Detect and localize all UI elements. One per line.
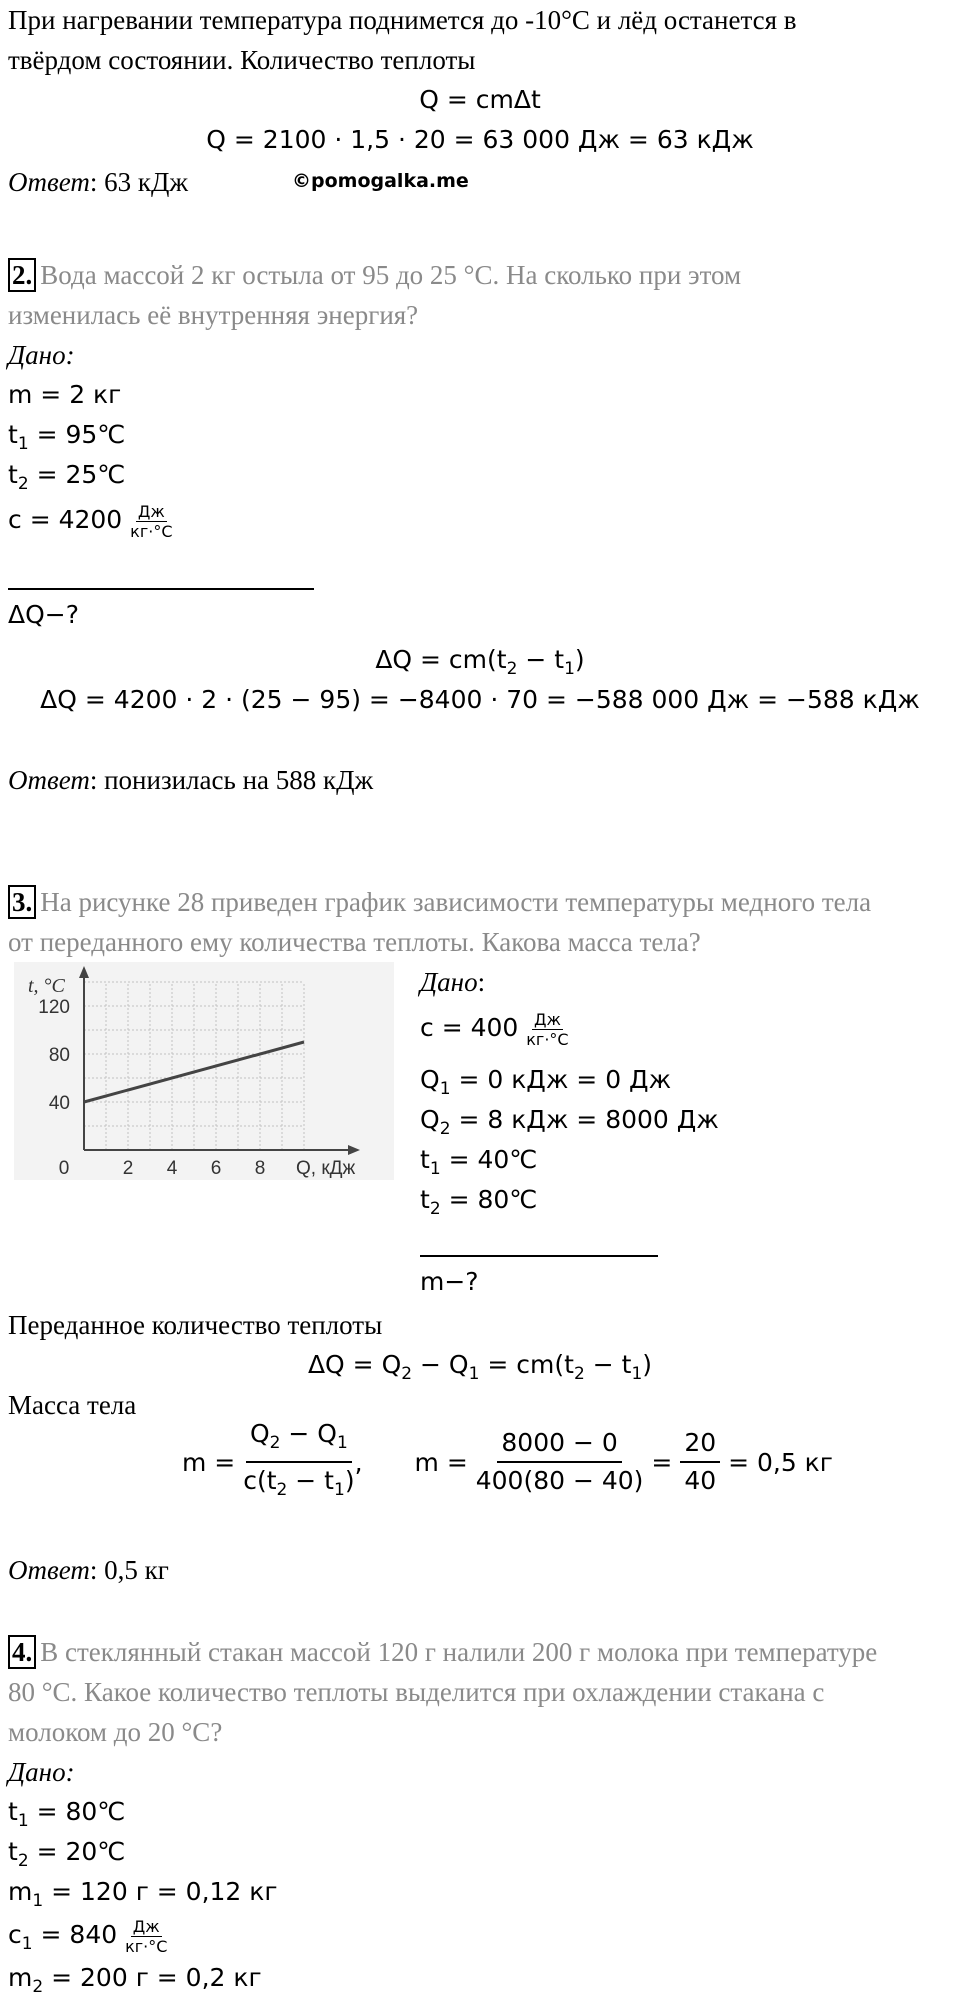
question-text: Вода массой 2 кг остыла от 95 до 25 °С. На сколько при этом — [40, 260, 742, 290]
given-label: Дано: — [420, 967, 486, 997]
formula-delta-q: $\Delta Q = Q_2 - Q_1 = cm(t_2 - t_1)$ — [307, 1350, 653, 1384]
given-q1: $Q_1 = 0$ кДж = 0 Дж — [420, 1065, 672, 1099]
x-axis-label: Q, кДж — [296, 1158, 356, 1179]
unit-fraction: $\frac{Дж}{кг\cdot^\circ С}$ — [130, 501, 173, 541]
unit-fraction: $\frac{Дж}{кг\cdot^\circ С}$ — [526, 1009, 569, 1049]
given-specific-heat: c = 400 $\frac{Дж}{кг\cdot^\circ С}$ — [420, 1009, 569, 1049]
given-divider — [8, 588, 314, 590]
answer-label: Ответ — [8, 1555, 90, 1585]
problem-number: 3. — [8, 885, 36, 919]
problem-number: 2. — [8, 258, 36, 292]
problem-number: 4. — [8, 1635, 36, 1669]
formula-mass: m = $\frac{Q_2 - Q_1}{c(t_2 - t_1)}$ , m = $\frac{8000 - 0}{400(80 - 40)}$ = $\frac{20}{40}$ = 0,5 кг — [182, 1422, 833, 1502]
given-t2: $t_2$ = 25℃ — [8, 460, 126, 494]
question-text: В стеклянный стакан массой 120 г налили 200 г молока при температуре — [40, 1637, 878, 1667]
y-tick-label: 120 — [38, 997, 70, 1018]
formula-delta-q: $\Delta Q = cm(t_2 - t_1)$ — [375, 645, 585, 679]
given-t1: $t_1$ = 80℃ — [8, 1797, 126, 1831]
problem-3-question-line-2: от переданного ему количества теплоты. Какова масса тела? — [8, 927, 701, 957]
given-milk-mass: $m_2 = 200$ г = 0,2 кг — [8, 1963, 262, 1997]
given-t1: $t_1$ = 40℃ — [420, 1145, 538, 1179]
problem-3-answer — [8, 1550, 169, 1590]
answer-value: : 63 кДж — [89, 167, 189, 197]
problem-2-answer — [8, 760, 373, 800]
temperature-heat-chart — [14, 962, 394, 1180]
problem-4-question-line-2: 80 °С. Какое количество теплоты выделится при охлаждении стакана с — [8, 1677, 825, 1707]
given-divider — [420, 1255, 658, 1257]
find-label: ΔQ−? — [8, 600, 79, 629]
y-tick-label: 40 — [48, 1093, 70, 1114]
find-label: m−? — [420, 1267, 479, 1296]
problem-2-question-line-1 — [8, 255, 741, 295]
answer-label: Ответ — [8, 167, 90, 197]
x-tick-label: 6 — [210, 1158, 222, 1179]
problem-2-question-line-2: изменилась её внутренняя энергия? — [8, 300, 419, 330]
chart-background — [14, 962, 394, 1180]
mass-fraction-simplified: $\frac{20}{40}$ — [680, 1425, 720, 1499]
problem-4-question-line-3: молоком до 20 °С? — [8, 1717, 223, 1747]
question-text: На рисунке 28 приведен график зависимости температуры медного тела — [40, 887, 872, 917]
formula-heat: Q = cmΔt — [419, 85, 541, 114]
intro-line-1: При нагревании температура поднимется до -10°С и лёд останется в — [8, 5, 797, 35]
problem-3-question-line-1 — [8, 882, 871, 922]
answer-label: Ответ — [8, 765, 90, 795]
y-tick-label: 80 — [48, 1045, 70, 1066]
unit-fraction: $\frac{Дж}{кг\cdot^\circ С}$ — [125, 1916, 168, 1956]
formula-delta-q-calc: ΔQ = 4200 · 2 · (25 − 95) = −8400 · 70 = −588 000 Дж = −588 кДж — [40, 685, 920, 714]
given-label: Дано: — [8, 340, 75, 370]
given-glass-specific-heat: $c_1 = 840$ $\frac{Дж}{кг\cdot^\circ С}$ — [8, 1916, 168, 1956]
answer-value: : понизилась на 588 кДж — [89, 765, 374, 795]
watermark: ©pomogalka.me — [292, 170, 469, 192]
x-tick-label: 4 — [166, 1158, 178, 1179]
given-glass-mass: $m_1 = 120$ г = 0,12 кг — [8, 1877, 278, 1911]
answer-value: : 0,5 кг — [89, 1555, 169, 1585]
mass-fraction-symbolic: $\frac{Q_2 - Q_1}{c(t_2 - t_1)}$ — [243, 1416, 354, 1508]
x-tick-label: 2 — [122, 1158, 134, 1179]
given-q2: $Q_2 = 8$ кДж = 8000 Дж — [420, 1105, 719, 1139]
x-tick-label: 0 — [58, 1158, 70, 1179]
given-t2: $t_2$ = 20℃ — [8, 1837, 126, 1871]
formula-heat-calc: Q = 2100 · 1,5 · 20 = 63 000 Дж = 63 кДж — [206, 125, 754, 154]
problem-4-question-line-1 — [8, 1632, 877, 1672]
given-t1: $t_1$ = 95℃ — [8, 420, 126, 454]
body-mass-text: Масса тела — [8, 1390, 137, 1420]
given-specific-heat: c = 4200 $\frac{Дж}{кг\cdot^\circ С}$ — [8, 501, 173, 541]
given-mass: m = 2 кг — [8, 380, 122, 409]
given-label: Дано: — [8, 1757, 75, 1787]
intro-answer — [8, 162, 188, 202]
mass-fraction-numeric: $\frac{8000 - 0}{400(80 - 40)}$ — [476, 1425, 644, 1499]
y-axis-label: t, °C — [28, 975, 65, 997]
given-t2: $t_2$ = 80℃ — [420, 1185, 538, 1219]
x-tick-label: 8 — [254, 1158, 266, 1179]
intro-line-2: твёрдом состоянии. Количество теплоты — [8, 45, 476, 75]
transferred-heat-text: Переданное количество теплоты — [8, 1310, 383, 1340]
